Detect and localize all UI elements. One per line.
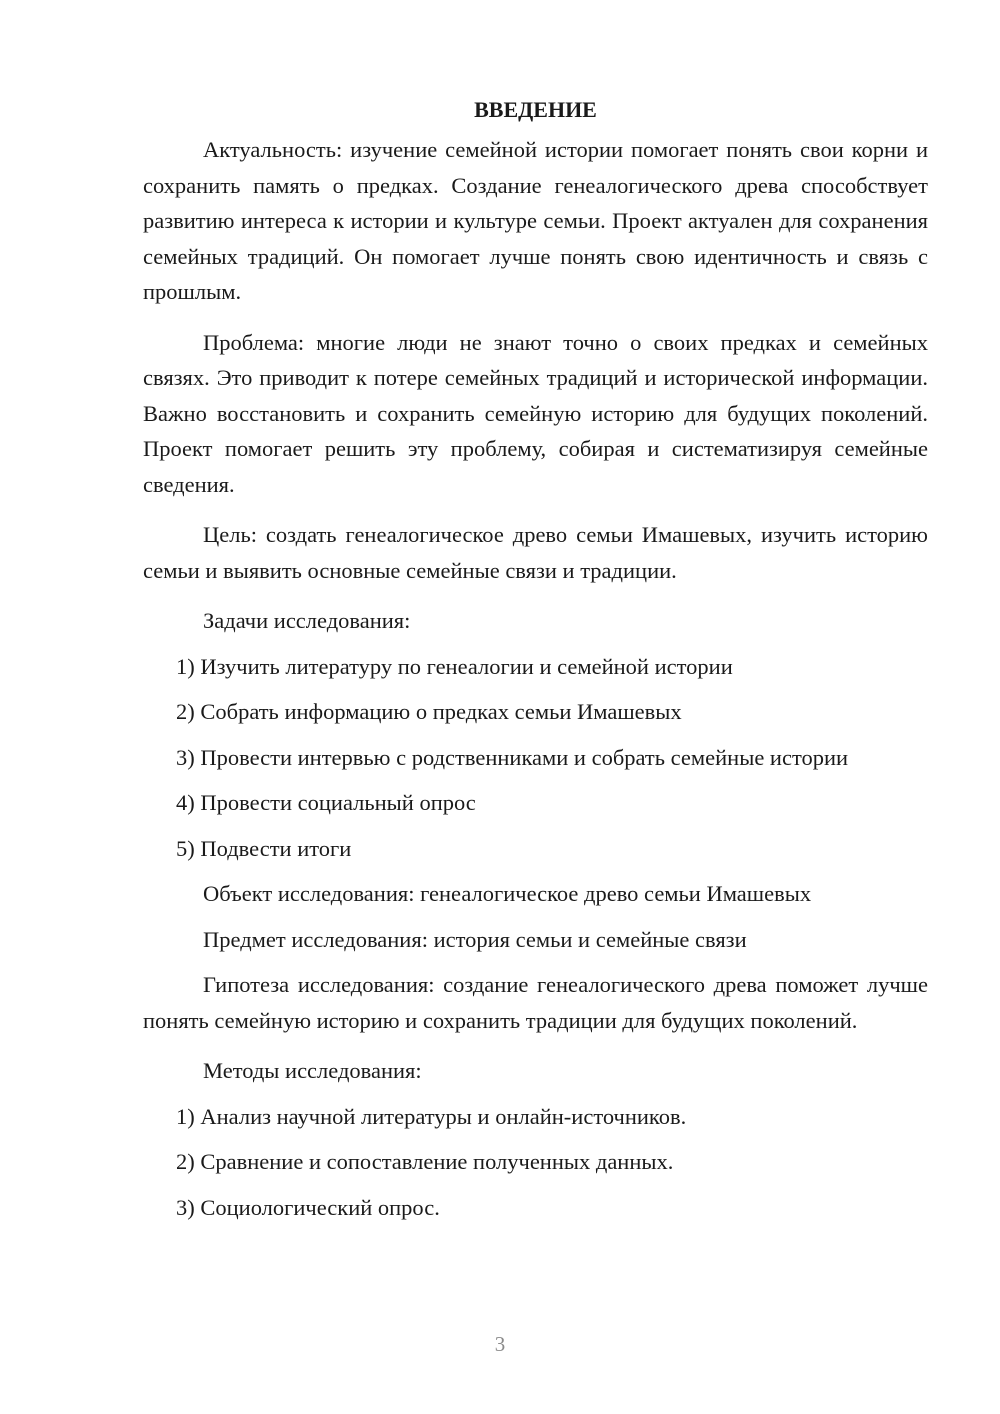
list-item: 2) Собрать информацию о предках семьи Имашевых bbox=[176, 699, 682, 724]
problem-paragraph: Проблема: многие люди не знают точно о своих предках и семейных связях. Это приводит к потере семейных традиций и исторической информации. Важно восстановить и сохранить семейную историю для будущих поколений. Проект помогает решить эту проблему, собирая и систематизируя семейные сведения. bbox=[143, 329, 928, 497]
list-item: 2) Сравнение и сопоставление полученных данных. bbox=[176, 1149, 674, 1174]
subject-line: Предмет исследования: история семьи и семейные связи bbox=[203, 926, 747, 952]
section-title: ВВЕДЕНИЕ bbox=[474, 97, 597, 122]
page-number: 3 bbox=[494, 1332, 506, 1356]
document-page bbox=[143, 92, 928, 1235]
list-item: 5) Подвести итоги bbox=[176, 835, 352, 861]
relevance-paragraph: Актуальность: изучение семейной истории помогает понять свои корни и сохранить память о предках. Создание генеалогического древа способствует развитию интереса к истории и культуре семьи. Проект актуален для сохранения семейных традиций. Он помогает лучше понять свою идентичность и связь с прошлым. bbox=[143, 137, 928, 304]
list-item: 3) Провести интервью с родственниками и собрать семейные истории bbox=[176, 744, 849, 770]
methods-list bbox=[143, 1099, 928, 1236]
list-item: 1) Изучить литературу по генеалогии и семейной истории bbox=[176, 653, 733, 679]
tasks-heading: Задачи исследования: bbox=[203, 608, 411, 633]
tasks-list bbox=[143, 649, 928, 877]
list-item: 1) Анализ научной литературы и онлайн-источников. bbox=[176, 1103, 687, 1129]
object-line: Объект исследования: генеалогическое древо семьи Имашевых bbox=[203, 881, 812, 906]
list-item: 3) Социологический опрос. bbox=[176, 1194, 440, 1220]
goal-paragraph: Цель: создать генеалогическое древо семьи Имашевых, изучить историю семьи и выявить основные семейные связи и традиции. bbox=[143, 522, 928, 583]
methods-heading: Методы исследования: bbox=[203, 1058, 422, 1083]
hypothesis-paragraph: Гипотеза исследования: создание генеалогического древа поможет лучше понять семейную историю и сохранить традиции для будущих поколений. bbox=[143, 972, 928, 1033]
list-item: 4) Провести социальный опрос bbox=[176, 790, 476, 815]
